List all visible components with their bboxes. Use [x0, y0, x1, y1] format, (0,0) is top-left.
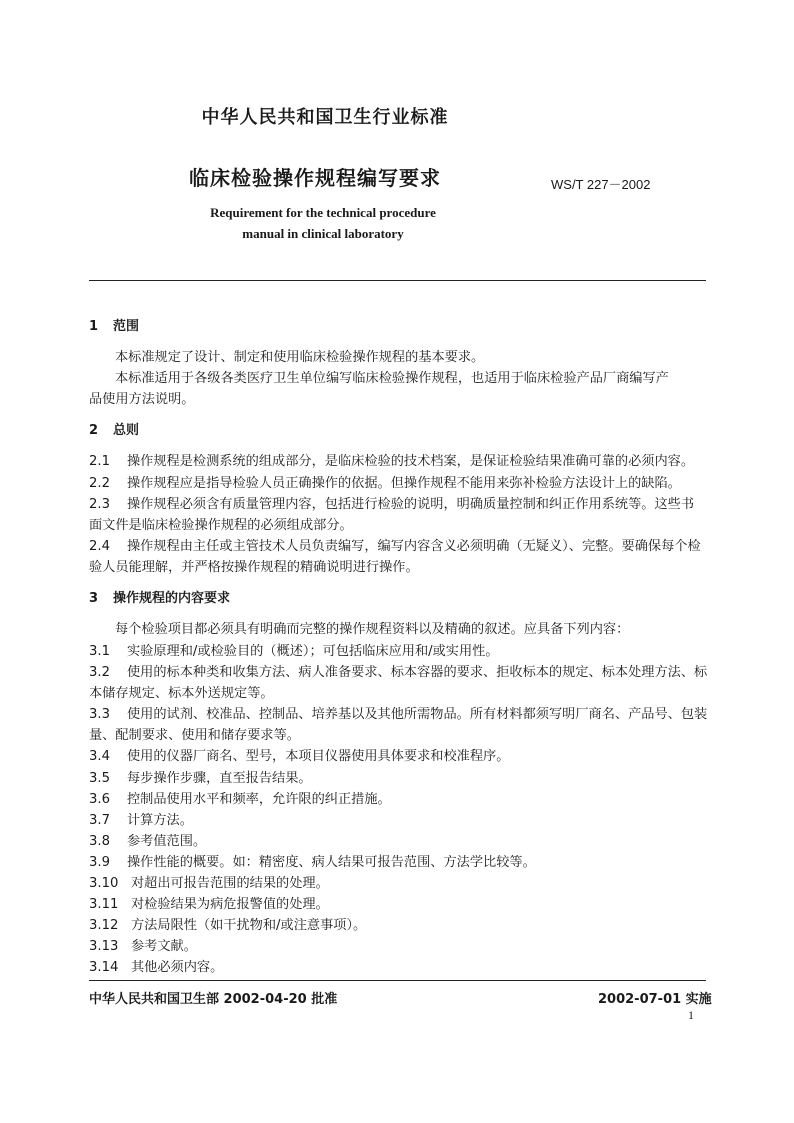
clause-continuation: 面文件是临床检验操作规程的必须组成部分。 — [89, 518, 353, 533]
section-title: 范围 — [113, 319, 140, 334]
approval-statement: 中华人民共和国卫生部 2002-04-20 批准 — [89, 992, 338, 1007]
header-divider — [89, 280, 706, 281]
clause-text: 操作性能的概要。如：精密度、病人结果可报告范围、方法学比较等。 — [127, 855, 536, 870]
paragraph: 每个检验项目都必须具有明确而完整的操作规程资料以及精确的叙述。应具备下列内容： — [115, 622, 630, 637]
clause-number: 3.1 — [89, 644, 110, 659]
document-title: 临床检验操作规程编写要求 — [189, 166, 441, 190]
standard-organization: 中华人民共和国卫生行业标准 — [201, 107, 449, 128]
clause-item — [89, 914, 366, 933]
clause-text: 实验原理和/或检验目的（概述）；可包括临床应用和/或实用性。 — [127, 644, 499, 659]
clause-text: 操作规程是检测系统的组成部分，是临床检验的技术档案，是保证检验结果准确可靠的必须内容。 — [127, 454, 695, 469]
clause-number: 3.13 — [89, 939, 119, 954]
clause-text: 参考文献。 — [131, 939, 197, 954]
clause-number: 3.6 — [89, 792, 110, 807]
clause-item — [89, 450, 694, 469]
clause-item — [89, 851, 536, 870]
section-1-heading — [89, 315, 139, 334]
section-title: 操作规程的内容要求 — [113, 591, 231, 606]
clause-item — [89, 640, 499, 659]
clause-number: 2.2 — [89, 476, 110, 491]
paragraph: 品使用方法说明。 — [89, 392, 195, 407]
clause-text: 使用的仪器厂商名、型号，本项目仪器使用具体要求和校准程序。 — [127, 749, 510, 764]
clause-item — [89, 703, 707, 722]
clause-text: 操作规程必须含有质量管理内容，包括进行检验的说明，明确质量控制和纠正作用系统等。这些书 — [127, 497, 695, 512]
clause-continuation: 量、配制要求、使用和储存要求等。 — [89, 728, 300, 743]
clause-number: 3.2 — [89, 665, 110, 680]
section-number: 3 — [89, 591, 99, 606]
english-title-line2: manual in clinical laboratory — [242, 226, 404, 241]
clause-text: 每步操作步骤，直至报告结果。 — [127, 771, 312, 786]
clause-item — [89, 830, 206, 849]
clause-text: 操作规程由主任或主管技术人员负责编写，编写内容含义必须明确（无疑义）、完整。要确保每个检 — [127, 539, 701, 554]
section-title: 总则 — [113, 423, 140, 438]
clause-text: 方法局限性（如干扰物和/或注意事项）。 — [131, 918, 367, 933]
page-number: 1 — [688, 1008, 694, 1022]
clause-text: 计算方法。 — [127, 813, 193, 828]
clause-number: 2.1 — [89, 454, 110, 469]
clause-number: 3.14 — [89, 960, 119, 975]
clause-text: 使用的试剂、校准品、控制品、培养基以及其他所需物品。所有材料都须写明厂商名、产品号、包装 — [127, 707, 708, 722]
clause-item — [89, 472, 681, 491]
clause-item — [89, 788, 391, 807]
clause-item — [89, 767, 312, 786]
clause-item — [89, 809, 193, 828]
paragraph: 本标准适用于各级各类医疗卫生单位编写临床检验操作规程，也适用于临床检验产品厂商编写产 — [115, 371, 669, 386]
clause-text: 对检验结果为病危报警值的处理。 — [131, 897, 329, 912]
section-number: 2 — [89, 423, 99, 438]
clause-continuation: 验人员能理解，并严格按操作规程的精确说明进行操作。 — [89, 560, 419, 575]
clause-item — [89, 956, 223, 975]
clause-number: 3.8 — [89, 834, 110, 849]
clause-text: 参考值范围。 — [127, 834, 207, 849]
clause-number: 3.4 — [89, 749, 110, 764]
clause-item — [89, 872, 329, 891]
clause-number: 3.9 — [89, 855, 110, 870]
implementation-date: 2002-07-01 实施 — [598, 992, 712, 1007]
clause-number: 3.5 — [89, 771, 110, 786]
clause-text: 使用的标本种类和收集方法、病人准备要求、标本容器的要求、拒收标本的规定、标本处理方法、标 — [127, 665, 708, 680]
section-2-heading — [89, 419, 139, 438]
clause-item — [89, 935, 197, 954]
clause-item — [89, 661, 707, 680]
clause-number: 3.11 — [89, 897, 119, 912]
paragraph: 本标准规定了设计、制定和使用临床检验操作规程的基本要求。 — [115, 350, 485, 365]
clause-number: 2.3 — [89, 497, 110, 512]
clause-item — [89, 893, 329, 912]
clause-item — [89, 745, 509, 764]
clause-number: 3.12 — [89, 918, 119, 933]
clause-text: 对超出可报告范围的结果的处理。 — [131, 876, 329, 891]
clause-number: 3.7 — [89, 813, 110, 828]
clause-number: 3.10 — [89, 876, 119, 891]
standard-code: WS/T 227－2002 — [551, 177, 651, 192]
clause-item — [89, 535, 701, 554]
section-number: 1 — [89, 319, 99, 334]
clause-number: 2.4 — [89, 539, 110, 554]
clause-continuation: 本储存规定、标本外送规定等。 — [89, 686, 274, 701]
section-3-heading — [89, 587, 230, 606]
clause-text: 其他必须内容。 — [131, 960, 224, 975]
footer-divider — [89, 980, 706, 981]
english-title-line1: Requirement for the technical procedure — [210, 205, 436, 220]
clause-text: 控制品使用水平和频率，允许限的纠正措施。 — [127, 792, 391, 807]
clause-item — [89, 493, 694, 512]
clause-text: 操作规程应是指导检验人员正确操作的依据。但操作规程不能用来弥补检验方法设计上的缺陷。 — [127, 476, 681, 491]
clause-number: 3.3 — [89, 707, 110, 722]
